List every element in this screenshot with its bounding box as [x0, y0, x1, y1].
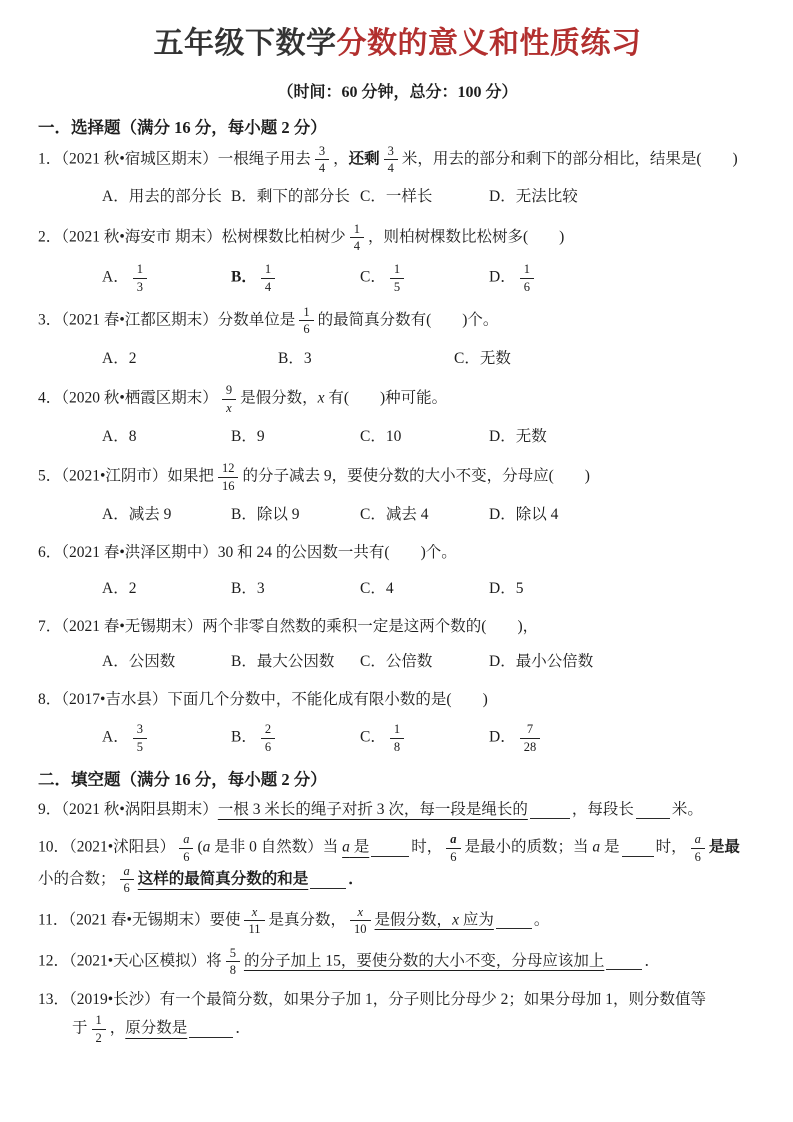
text-run: 7．（2021 春•无锡期末）两个非零自然数的乘积一定是这两个数的( )， — [38, 617, 539, 635]
text-run: 的分子减去 9，要使分数的大小不变，分母应( ) — [242, 467, 590, 485]
text-run: ( — [197, 838, 203, 856]
document-body — [38, 114, 757, 1046]
fraction — [390, 722, 404, 754]
blank-field — [371, 840, 409, 857]
text-run: A．2 — [102, 349, 137, 367]
fraction — [446, 832, 460, 864]
text-run: 还剩 — [348, 149, 380, 167]
fraction-numerator: 5 — [229, 945, 236, 960]
text-run: A． — [102, 268, 129, 286]
text-run: a — [592, 838, 601, 856]
text-run: B．除以 9 — [231, 506, 300, 524]
text-run: C． — [360, 728, 386, 746]
text-run: 2．（2021 秋•海安市 期末）松树棵数比柏树少 — [38, 228, 346, 246]
fraction — [520, 722, 541, 754]
text-run: D．无数 — [489, 427, 547, 445]
fraction-denominator: x — [222, 399, 236, 415]
text-run: 有( )种可能。 — [324, 389, 448, 407]
option-item — [231, 502, 360, 528]
fraction-numerator: 1 — [393, 262, 401, 277]
fraction-numerator: 12 — [221, 461, 235, 476]
text-run: 原分数是 — [125, 1019, 188, 1037]
option-item — [102, 262, 231, 294]
text-run: 的分子加上 15，要使分数的大小不变，分母应该加上 — [243, 952, 605, 969]
text-run: B．最大公因数 — [231, 652, 335, 670]
text-run: B．3 — [278, 349, 312, 367]
options-row — [38, 722, 757, 754]
text-run: A．2 — [102, 579, 137, 597]
fraction-numerator: 2 — [264, 722, 272, 737]
text-run: 一根 3 米长的绳子对折 3 次，每一段是绳长的 — [217, 801, 528, 819]
fraction-denominator: 6 — [520, 278, 534, 294]
fraction-numerator: x — [357, 904, 364, 919]
fraction-numerator: 1 — [393, 722, 401, 737]
blank-field — [310, 872, 346, 889]
fraction-denominator: 6 — [446, 848, 460, 864]
text-run: ， — [109, 1019, 126, 1037]
fraction — [350, 222, 364, 254]
fraction-numerator: 9 — [225, 383, 233, 398]
text-run: C．减去 4 — [360, 506, 429, 524]
fraction-numerator: 1 — [264, 262, 272, 277]
text-run: x — [452, 911, 459, 929]
title-topic-part: 分数的意义和性质练习 — [336, 27, 642, 60]
fraction-denominator: 4 — [261, 278, 275, 294]
text-run: 是真分数， — [268, 911, 347, 929]
text-run: 是假分数， — [374, 911, 453, 929]
text-run: 9．（2021 秋•涡阳县期末） — [38, 801, 218, 819]
text-run: ． — [235, 1019, 251, 1037]
fraction — [299, 305, 313, 337]
text-run: A． — [102, 728, 129, 746]
fraction-numerator: 3 — [136, 722, 143, 737]
option-item — [231, 576, 360, 602]
option-item — [489, 722, 544, 754]
text-run: 是 — [600, 838, 620, 856]
option-item — [231, 649, 360, 675]
page-title — [38, 24, 757, 65]
text-run: 小的合数； — [38, 870, 116, 888]
text-run: B． — [231, 268, 257, 286]
text-run: 10．（2021•沭阳县） — [38, 838, 176, 856]
text-run: 时， — [655, 838, 687, 856]
fraction-denominator: 16 — [218, 477, 239, 493]
text-run: C．4 — [360, 579, 394, 597]
text-run: C． — [360, 268, 386, 286]
text-run: 4．（2020 秋•栖霞区期末） — [38, 389, 218, 407]
fraction-denominator: 5 — [133, 738, 147, 754]
fraction — [315, 144, 329, 176]
fraction-denominator: 5 — [390, 278, 404, 294]
text-run: A．减去 9 — [102, 506, 172, 524]
fraction — [390, 262, 404, 294]
fraction — [244, 905, 264, 937]
text-run: 1．（2021 秋•宿城区期末）一根绳子用去 — [38, 149, 311, 167]
option-item — [360, 424, 489, 450]
fraction-denominator: 4 — [350, 237, 364, 253]
fraction-numerator: 7 — [526, 722, 534, 737]
text-run: 是最小的质数；当 — [464, 838, 593, 856]
fraction-denominator: 11 — [244, 920, 264, 936]
fraction-denominator: 8 — [390, 738, 404, 754]
text-run: 米。 — [671, 801, 703, 819]
fraction-denominator: 6 — [691, 848, 705, 864]
fraction — [226, 946, 240, 978]
options-row — [38, 424, 757, 450]
blank-field — [189, 1021, 233, 1038]
question-text — [38, 946, 757, 978]
fraction — [350, 905, 371, 937]
fraction-numerator: 3 — [318, 143, 326, 158]
options-row — [38, 346, 757, 372]
question-text — [38, 144, 757, 176]
text-run: A．8 — [102, 427, 137, 445]
option-item — [102, 184, 231, 210]
fraction — [133, 262, 147, 294]
text-run: D． — [489, 268, 516, 286]
text-run: ． — [348, 870, 364, 888]
text-run: x — [317, 389, 325, 407]
option-item — [360, 502, 489, 528]
text-run: 是非 0 自然数）当 — [210, 838, 343, 856]
text-run: 13．（2019•长沙）有一个最简分数，如果分子加 1，分子则比分母少 2；如果分母加 1，则分数值等 — [38, 991, 707, 1009]
fraction-numerator: x — [251, 904, 258, 919]
fraction-numerator: 1 — [303, 305, 310, 320]
text-run: 是假分数， — [240, 389, 318, 407]
option-item — [231, 722, 360, 754]
text-run: C．公倍数 — [360, 652, 433, 670]
fraction — [133, 722, 147, 754]
question-text — [38, 539, 757, 566]
fraction-denominator: 6 — [179, 848, 193, 864]
fraction-denominator: 6 — [120, 879, 134, 895]
fraction-denominator: 4 — [384, 159, 398, 175]
fraction-denominator: 6 — [261, 738, 275, 754]
text-run: ，则柏树棵数比松树多( ) — [367, 228, 565, 246]
question-text — [38, 986, 757, 1045]
text-run: C．10 — [360, 427, 402, 445]
option-item — [489, 184, 578, 210]
question-text — [38, 686, 757, 713]
fraction-denominator: 2 — [92, 1029, 106, 1045]
text-run: 3．（2021 春•江都区期末）分数单位是 — [38, 311, 296, 329]
text-run: 的最简真分数有( )个。 — [317, 311, 499, 329]
option-item — [489, 502, 558, 528]
text-run: 这样的最简真分数的和是 — [137, 870, 309, 888]
option-item — [360, 722, 489, 754]
question-text — [38, 305, 757, 337]
text-run: 时， — [411, 838, 443, 856]
text-run: 是最 — [708, 838, 740, 856]
fraction-denominator: 4 — [315, 159, 329, 175]
fraction — [261, 722, 275, 754]
fraction-denominator: 28 — [520, 738, 541, 754]
section-heading: 二．填空题（满分 16 分，每小题 2 分） — [38, 770, 327, 790]
option-item — [231, 184, 360, 210]
question-text — [38, 832, 757, 896]
fraction-numerator: 3 — [387, 143, 394, 158]
question-text — [38, 222, 757, 254]
option-item — [102, 346, 278, 372]
question-text — [38, 461, 757, 493]
options-row — [38, 649, 757, 675]
blank-field — [622, 840, 654, 857]
options-row — [38, 502, 757, 528]
text-run: a — [342, 838, 350, 856]
fraction-numerator: a — [694, 832, 701, 847]
text-run: D．5 — [489, 579, 524, 597]
option-item — [489, 576, 523, 602]
text-run: 12．（2021•天心区模拟）将 — [38, 952, 222, 969]
option-item — [278, 346, 454, 372]
text-run: ，每段长 — [571, 801, 634, 819]
fraction — [92, 1013, 106, 1045]
options-row — [38, 576, 757, 602]
fraction-numerator: 1 — [353, 221, 360, 236]
option-item — [489, 649, 593, 675]
fraction-denominator: 8 — [226, 961, 240, 977]
option-item — [102, 424, 231, 450]
text-run: B．3 — [231, 579, 265, 597]
fraction-numerator: 1 — [523, 262, 530, 277]
option-item — [360, 262, 489, 294]
fraction-numerator: 1 — [95, 1013, 102, 1028]
question-text — [38, 905, 757, 937]
fraction-numerator: a — [183, 832, 190, 847]
blank-field — [530, 803, 570, 820]
options-row — [38, 262, 757, 294]
text-run: D．最小公倍数 — [489, 652, 594, 670]
fraction — [520, 262, 534, 294]
fraction — [179, 832, 193, 864]
fraction — [261, 262, 275, 294]
exam-meta: （时间：60 分钟，总分：100 分） — [277, 83, 518, 101]
question-text — [38, 613, 757, 640]
fraction-denominator: 10 — [350, 920, 371, 936]
fraction — [120, 864, 134, 896]
text-run: ． — [644, 952, 660, 969]
text-run: 6．（2021 春•洪泽区期中）30 和 24 的公因数一共有( )个。 — [38, 544, 457, 562]
option-item — [102, 649, 231, 675]
option-item — [102, 502, 231, 528]
text-run: 8．（2017•吉水县）下面几个分数中，不能化成有限小数的是( ) — [38, 691, 488, 709]
fraction-numerator: a — [450, 832, 457, 847]
text-run: 米，用去的部分和剩下的部分相比，结果是( ) — [401, 149, 738, 167]
option-item — [360, 649, 489, 675]
text-run: 5．（2021•江阴市）如果把 — [38, 467, 214, 485]
fraction-numerator: 1 — [136, 262, 143, 277]
blank-field — [636, 803, 670, 820]
blank-field — [606, 954, 642, 971]
text-run: C．一样长 — [360, 188, 433, 206]
option-item — [360, 184, 489, 210]
fraction — [218, 461, 239, 493]
title-grade-part: 五年级下数学 — [153, 27, 337, 60]
text-run: a — [202, 838, 211, 856]
text-run: ， — [333, 149, 349, 167]
section-heading: 一．选择题（满分 16 分，每小题 2 分） — [38, 117, 327, 137]
option-item — [489, 262, 538, 294]
text-run: B．9 — [231, 427, 265, 445]
fraction — [222, 383, 236, 415]
fraction-denominator: 6 — [299, 320, 313, 336]
text-run: A．用去的部分长 — [102, 188, 222, 206]
fraction-numerator: a — [123, 864, 130, 879]
option-item — [231, 262, 360, 294]
text-run: 应为 — [458, 911, 494, 929]
fraction — [384, 144, 398, 176]
option-item — [454, 346, 511, 372]
question-text — [38, 383, 757, 415]
question-text — [38, 796, 757, 823]
fraction — [691, 832, 705, 864]
text-run: D．除以 4 — [489, 506, 559, 524]
text-run: 于 — [72, 1019, 88, 1037]
text-run: B．剩下的部分长 — [231, 188, 350, 206]
option-item — [360, 576, 489, 602]
text-run: A．公因数 — [102, 652, 176, 670]
text-run: 。 — [533, 911, 550, 929]
text-run: D． — [489, 728, 516, 746]
option-item — [102, 576, 231, 602]
blank-field — [496, 913, 532, 930]
text-run: D．无法比较 — [489, 188, 578, 206]
fraction-denominator: 3 — [133, 278, 147, 294]
option-item — [489, 424, 547, 450]
text-run: C．无数 — [454, 349, 511, 367]
text-run: B． — [231, 728, 257, 746]
text-run: 11．（2021 春•无锡期末）要使 — [38, 911, 241, 929]
option-item — [231, 424, 360, 450]
options-row — [38, 184, 757, 210]
text-run: 是 — [349, 838, 370, 856]
option-item — [102, 722, 231, 754]
